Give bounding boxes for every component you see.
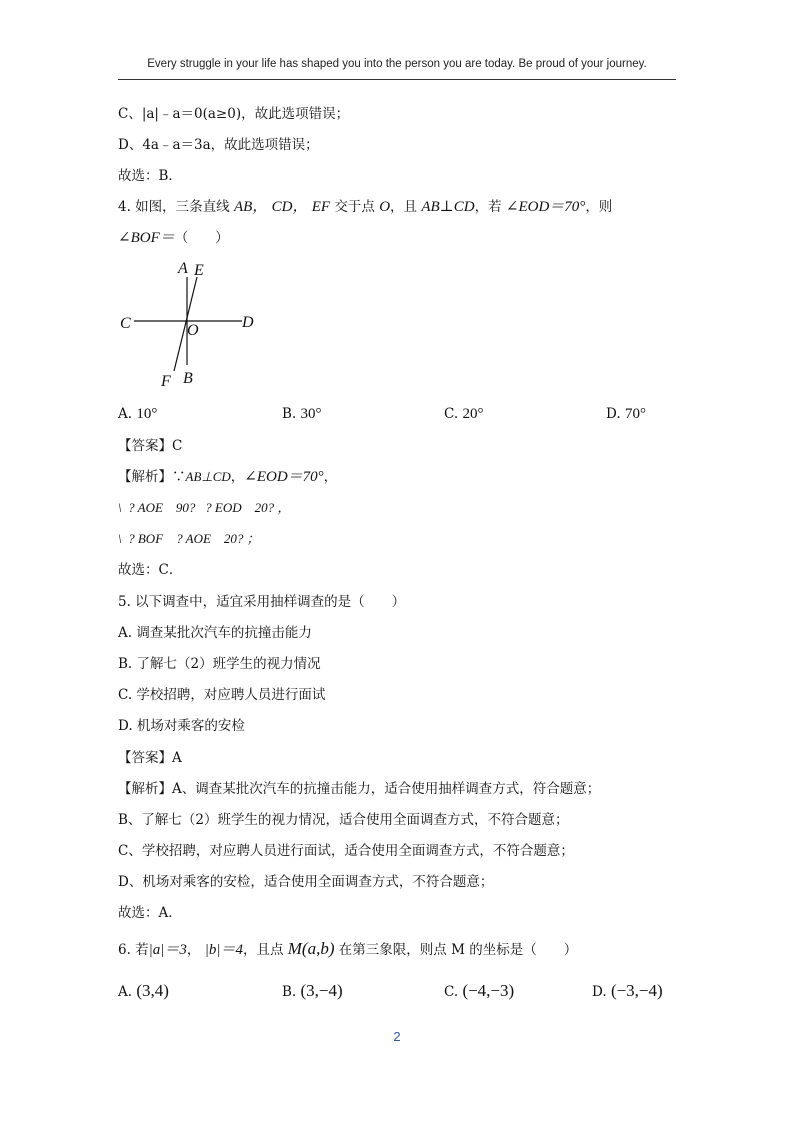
label-f: F	[161, 373, 171, 390]
q5-analysis-c: C、学校招聘，对应聘人员进行面试，适合使用全面调查方式，不符合题意；	[118, 843, 574, 859]
label-o: O	[187, 322, 199, 339]
label-e: E	[194, 262, 204, 279]
q4-answer: 【答案】C	[118, 438, 183, 454]
label-a: A	[178, 260, 188, 277]
label-b: B	[183, 370, 193, 387]
q5-option-d: D. 机场对乘客的安检	[118, 718, 245, 734]
q4-analysis-2: \ ? AOE 90? ? EOD 20? ，	[118, 500, 291, 515]
page-number: 2	[393, 1029, 401, 1044]
q5-option-c: C. 学校招聘，对应聘人员进行面试	[118, 687, 326, 703]
prev-conclusion: 故选：B．	[118, 168, 182, 184]
q4-figure	[112, 255, 282, 395]
q4-stem: 4. 如图，三条直线 AB， CD， EF 交于点 O，且 AB⊥CD，若 ∠EOD＝70°，则	[118, 199, 613, 215]
q4-conclusion: 故选：C．	[118, 562, 183, 578]
q4-option-b: B. 30°	[282, 406, 322, 422]
q4-analysis-3: \ ? BOF ? AOE 20? ；	[118, 531, 260, 546]
header-rule	[118, 79, 676, 80]
q5-analysis-a: 【解析】A、调查某批次汽车的抗撞击能力，适合使用抽样调查方式，符合题意；	[118, 781, 601, 797]
q4-analysis-1: 【解析】∵AB⊥CD，∠EOD＝70°，	[118, 469, 338, 485]
q4-stem-line2: ∠BOF＝（ ）	[118, 230, 229, 246]
q6-option-d: D. (−3,−4)	[592, 981, 663, 1000]
q5-option-b: B. 了解七（2）班学生的视力情况	[118, 656, 321, 672]
q5-analysis-b: B、了解七（2）班学生的视力情况，适合使用全面调查方式，不符合题意；	[118, 812, 569, 828]
prev-option-d: D、4a﹣a＝3a，故此选项错误；	[118, 137, 319, 153]
q5-stem: 5. 以下调查中，适宜采用抽样调查的是（ ）	[118, 594, 406, 610]
q5-analysis-d: D、机场对乘客的安检，适合使用全面调查方式，不符合题意；	[118, 874, 494, 890]
q4-option-a: A. 10°	[118, 406, 158, 422]
prev-option-c: C、|a|﹣a＝0(a≥0)，故此选项错误；	[118, 106, 350, 122]
q4-option-d: D. 70°	[606, 406, 646, 422]
q4-option-c: C. 20°	[444, 406, 484, 422]
q6-option-c: C. (−4,−3)	[444, 981, 515, 1000]
q5-answer: 【答案】A	[118, 750, 182, 766]
q6-option-b: B. (3,−4)	[282, 981, 343, 1000]
q5-option-a: A. 调查某批次汽车的抗撞击能力	[118, 625, 312, 641]
label-d: D	[242, 314, 254, 331]
q5-conclusion: 故选：A．	[118, 905, 182, 921]
q6-stem: 6. 若|a|＝3， |b|＝4，且点 M(a,b) 在第三象限，则点 M 的坐标是（ ）	[118, 939, 578, 958]
q6-option-a: A. (3,4)	[118, 981, 169, 1000]
page-header-quote: Every struggle in your life has shaped you into the person you are today. Be proud of your journey.	[147, 58, 647, 70]
label-c: C	[120, 315, 131, 332]
